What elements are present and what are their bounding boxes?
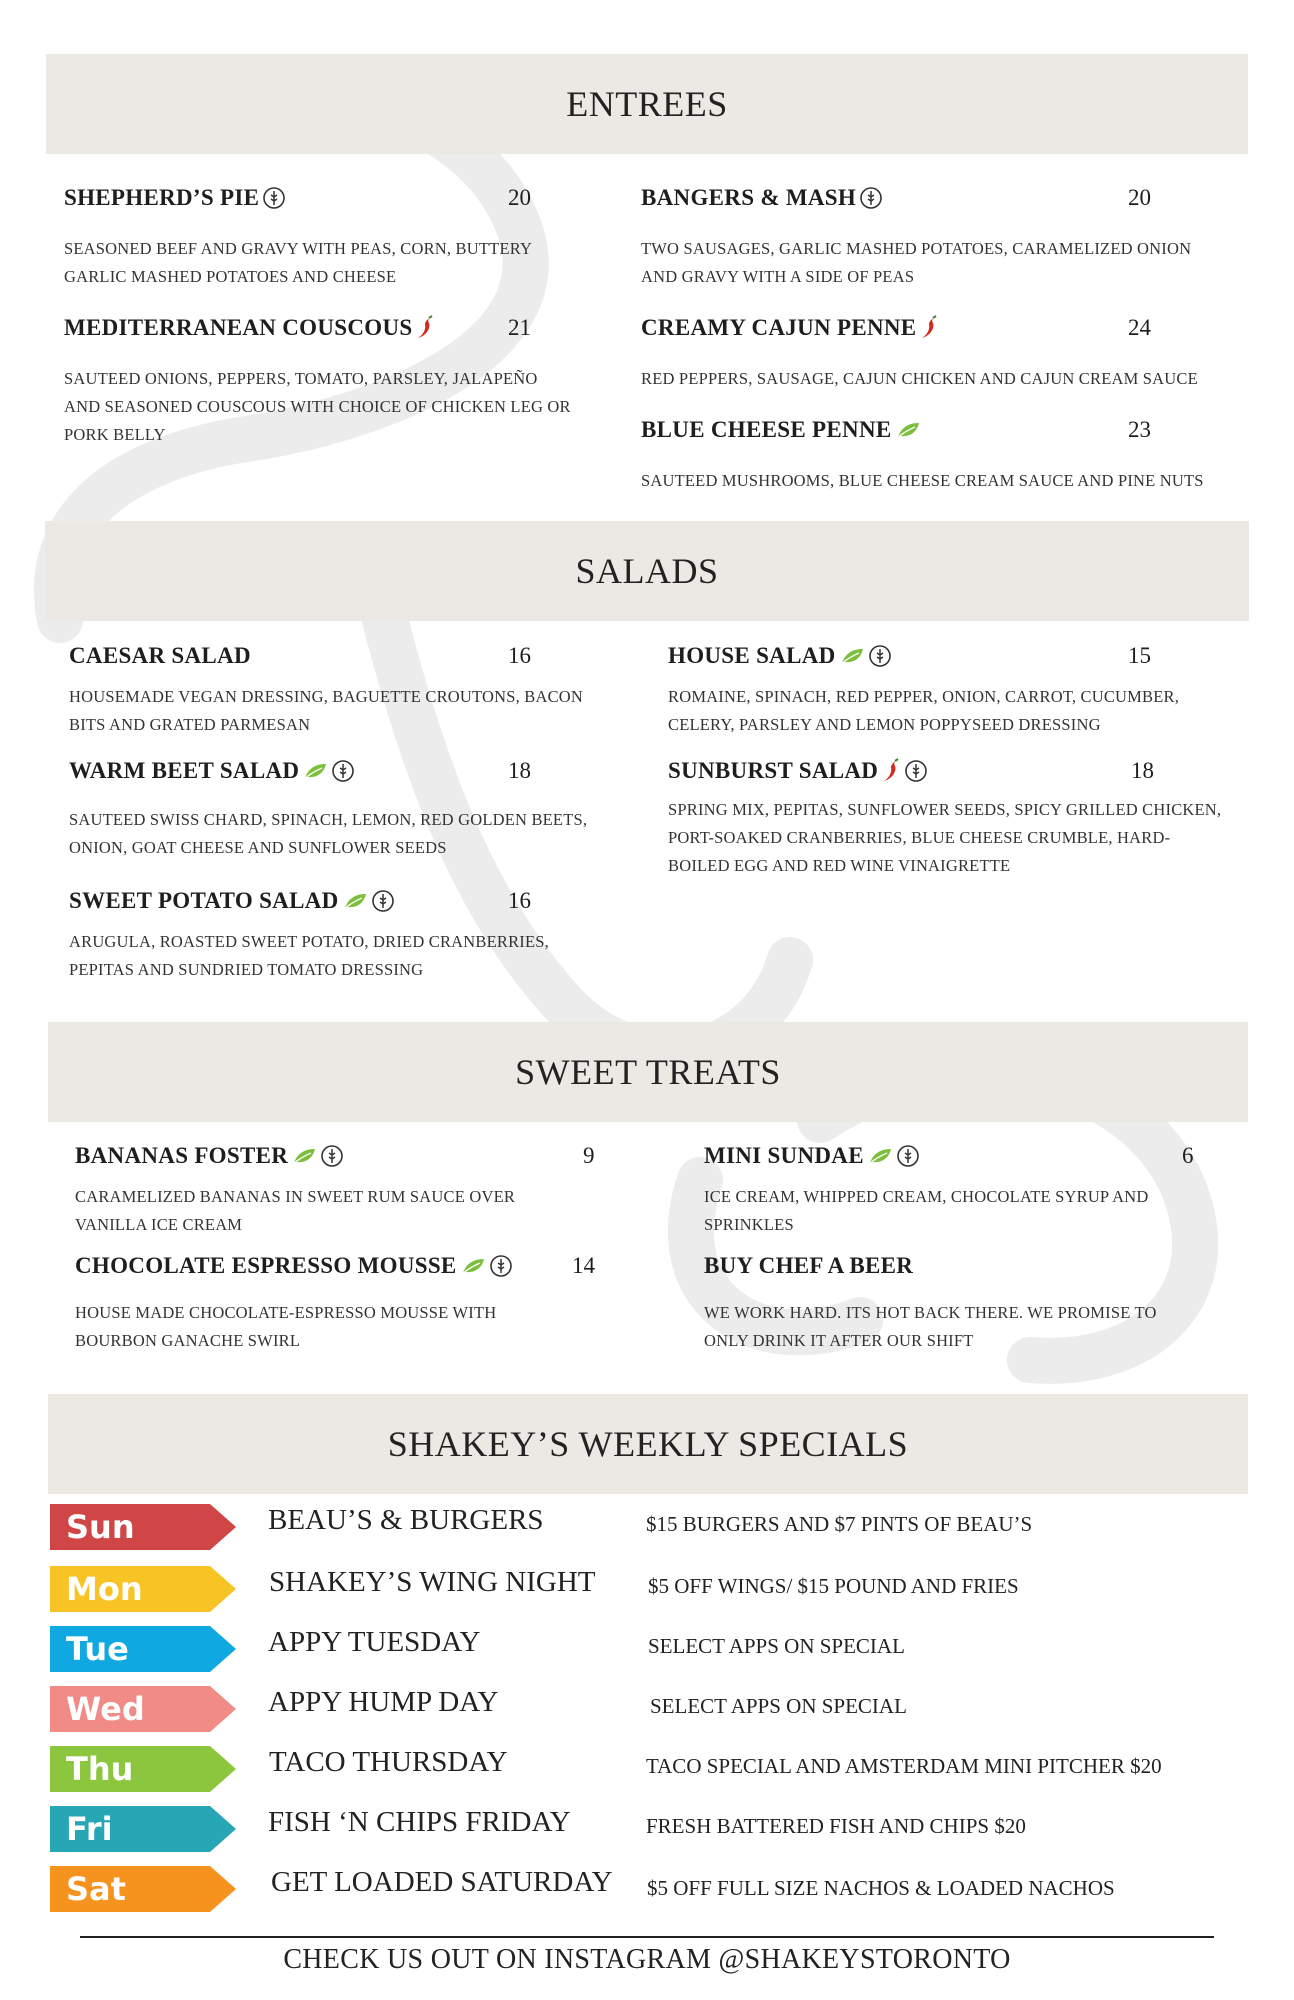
item-price: 18 [1131,758,1154,783]
day-tag [50,1686,236,1732]
menu-item [668,758,1228,888]
day-label: Sat [66,1870,126,1908]
vegetarian-leaf-icon [302,761,328,781]
menu-item [75,1143,615,1243]
instagram-footer: CHECK US OUT ON INSTAGRAM @SHAKEYSTORONTO [283,1944,1011,1975]
item-name: CREAMY CAJUN PENNE [641,315,917,340]
item-description: SAUTEED SWISS CHARD, SPINACH, LEMON, RED GOLDEN BEETS, ONION, GOAT CHEESE AND SUNFLOWER SEEDS [69,810,588,857]
chili-pepper-icon [881,758,901,784]
item-price: 9 [583,1143,595,1168]
item-price: 15 [1128,643,1151,668]
chili-pepper-icon [415,315,435,341]
menu-item [641,185,1221,295]
item-description: HOUSEMADE VEGAN DRESSING, BAGUETTE CROUTONS, BACON BITS AND GRATED PARMESAN [69,687,584,734]
menu-item [641,315,1221,395]
menu-item [64,185,574,295]
day-tag [50,1504,236,1550]
menu-item [64,315,574,455]
salads-header [45,521,1249,621]
vegetarian-leaf-icon [839,646,865,666]
vegetarian-leaf-icon [867,1146,893,1166]
special-description: TACO SPECIAL AND AMSTERDAM MINI PITCHER $20 [646,1754,1162,1778]
vegetarian-leaf-icon [342,891,368,911]
special-name: GET LOADED SATURDAY [271,1866,613,1898]
gluten-free-icon [489,1254,513,1278]
vegetarian-leaf-icon [895,420,921,440]
item-name: SUNBURST SALAD [668,758,879,783]
special-description: $5 OFF FULL SIZE NACHOS & LOADED NACHOS [647,1876,1115,1900]
entrees-header [46,54,1248,154]
item-price: 23 [1128,417,1151,442]
day-label: Wed [66,1690,145,1728]
item-price: 6 [1182,1143,1194,1168]
menu-item [69,643,589,743]
day-label: Fri [66,1810,113,1848]
gluten-free-icon [331,759,355,783]
item-name: CAESAR SALAD [69,643,251,668]
item-price: 16 [508,643,531,668]
item-description: SEASONED BEEF AND GRAVY WITH PEAS, CORN, BUTTERY GARLIC MASHED POTATOES AND CHEESE [64,239,532,286]
gluten-free-icon [896,1144,920,1168]
item-description: SPRING MIX, PEPITAS, SUNFLOWER SEEDS, SPICY GRILLED CHICKEN, PORT-SOAKED CRANBERRIES, BLUE CHEESE CRUMBLE, HARD-BOILED EGG AND RED WINE VINAIGRETTE [668,800,1222,875]
item-description: RED PEPPERS, SAUSAGE, CAJUN CHICKEN AND CAJUN CREAM SAUCE [641,369,1198,388]
chili-pepper-icon [919,315,939,341]
day-tag [50,1806,236,1852]
item-name: SHEPHERD’S PIE [64,185,260,210]
special-description: $15 BURGERS AND $7 PINTS OF BEAU’S [646,1512,1033,1536]
item-description: SAUTEED ONIONS, PEPPERS, TOMATO, PARSLEY, JALAPEÑO AND SEASONED COUSCOUS WITH CHOICE OF CHICKEN LEG OR PORK BELLY [64,369,571,444]
day-tag [50,1566,236,1612]
item-name: MINI SUNDAE [704,1143,864,1168]
item-description: ICE CREAM, WHIPPED CREAM, CHOCOLATE SYRUP AND SPRINKLES [704,1187,1149,1234]
day-label: Mon [66,1570,143,1608]
item-name: BANANAS FOSTER [75,1143,289,1168]
item-price: 16 [508,888,531,913]
item-price: 21 [508,315,531,340]
day-label: Tue [66,1630,129,1668]
special-description: SELECT APPS ON SPECIAL [648,1634,905,1658]
item-name: SWEET POTATO SALAD [69,888,339,913]
day-label: Thu [66,1750,134,1788]
item-name: BANGERS & MASH [641,185,857,210]
item-price: 14 [572,1253,595,1278]
special-name: FISH ‘N CHIPS FRIDAY [268,1806,571,1838]
menu-item [69,758,609,868]
special-name: APPY TUESDAY [268,1626,481,1658]
special-description: $5 OFF WINGS/ $15 POUND AND FRIES [648,1574,1019,1598]
special-name: BEAU’S & BURGERS [268,1504,544,1536]
sweet-treats-title: SWEET TREATS [515,1052,781,1092]
special-description: SELECT APPS ON SPECIAL [650,1694,907,1718]
gluten-free-icon [904,759,928,783]
special-name: TACO THURSDAY [269,1746,508,1778]
item-description: TWO SAUSAGES, GARLIC MASHED POTATOES, CARAMELIZED ONION AND GRAVY WITH A SIDE OF PEAS [641,239,1192,286]
gluten-free-icon [859,186,883,210]
vegetarian-leaf-icon [291,1146,317,1166]
item-price: 20 [1128,185,1151,210]
item-description: WE WORK HARD. ITS HOT BACK THERE. WE PROMISE TO ONLY DRINK IT AFTER OUR SHIFT [704,1303,1157,1350]
entrees-title: ENTREES [566,84,728,124]
sweet-treats-header [48,1022,1248,1122]
item-name: MEDITERRANEAN COUSCOUS [64,315,413,340]
menu-item [641,417,1221,497]
item-description: ROMAINE, SPINACH, RED PEPPER, ONION, CARROT, CUCUMBER, CELERY, PARSLEY AND LEMON POPPYSEED DRESSING [668,687,1180,734]
menu-item [69,888,609,988]
day-label: Sun [66,1508,135,1546]
menu-item [704,1253,1224,1353]
day-tag [50,1626,236,1672]
menu-item [668,643,1228,743]
item-description: ARUGULA, ROASTED SWEET POTATO, DRIED CRANBERRIES, PEPITAS AND SUNDRIED TOMATO DRESSING [69,932,549,979]
gluten-free-icon [371,889,395,913]
footer-divider [80,1936,1214,1938]
item-price: 24 [1128,315,1151,340]
item-name: HOUSE SALAD [668,643,836,668]
item-price: 18 [508,758,531,783]
gluten-free-icon [262,186,286,210]
item-name: BLUE CHEESE PENNE [641,417,892,442]
gluten-free-icon [868,644,892,668]
item-description: CARAMELIZED BANANAS IN SWEET RUM SAUCE OVER VANILLA ICE CREAM [75,1187,516,1234]
salads-title: SALADS [575,551,719,591]
item-description: HOUSE MADE CHOCOLATE-ESPRESSO MOUSSE WITH BOURBON GANACHE SWIRL [75,1303,497,1350]
special-name: APPY HUMP DAY [268,1686,499,1718]
day-tag [50,1866,236,1912]
vegetarian-leaf-icon [460,1256,486,1276]
item-name: WARM BEET SALAD [69,758,300,783]
menu-item [704,1143,1224,1243]
day-tag [50,1746,236,1792]
item-name: BUY CHEF A BEER [704,1253,914,1278]
item-description: SAUTEED MUSHROOMS, BLUE CHEESE CREAM SAUCE AND PINE NUTS [641,471,1204,490]
special-description: FRESH BATTERED FISH AND CHIPS $20 [646,1814,1026,1838]
gluten-free-icon [320,1144,344,1168]
weekly-specials-header [48,1394,1248,1494]
weekly-specials-title: SHAKEY’S WEEKLY SPECIALS [387,1424,909,1464]
item-price: 20 [508,185,531,210]
special-name: SHAKEY’S WING NIGHT [269,1566,596,1598]
menu-item [75,1253,635,1353]
item-name: CHOCOLATE ESPRESSO MOUSSE [75,1253,457,1278]
